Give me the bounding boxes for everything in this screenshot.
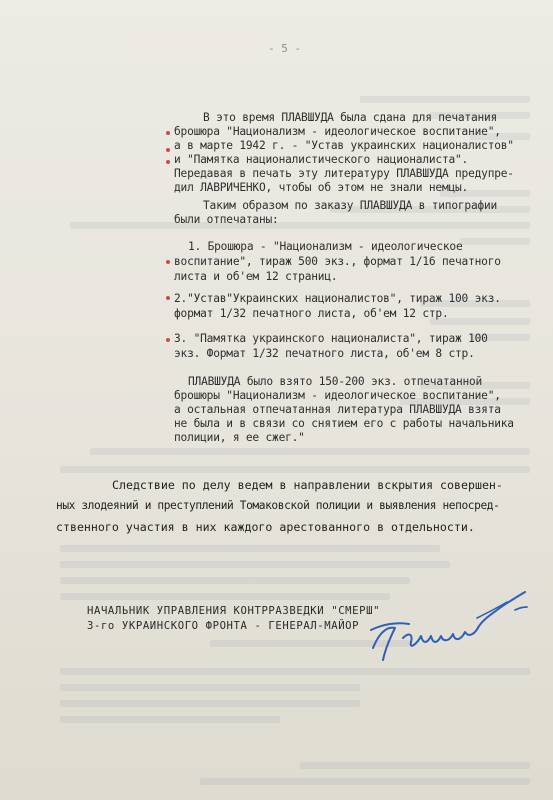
text-line: ственного участия в них каждого арестованного в отдельности. bbox=[56, 520, 475, 534]
page-number: - 5 - bbox=[268, 42, 302, 55]
margin-mark bbox=[166, 148, 170, 152]
text-line: полиции, я ее сжег." bbox=[174, 431, 305, 444]
text-line: брошюры "Национализм - идеологическое воспитание", bbox=[174, 389, 501, 402]
margin-mark bbox=[166, 131, 170, 135]
text-line: были отпечатаны: bbox=[174, 213, 279, 226]
margin-mark bbox=[166, 260, 170, 264]
text-line: не была и в связи со снятием его с работы начальника bbox=[174, 417, 514, 430]
text-line: а в марте 1942 г. - "Устав украинских националистов" bbox=[174, 139, 514, 152]
margin-mark bbox=[166, 160, 170, 164]
signatory-title: 3-го УКРАИНСКОГО ФРОНТА - ГЕНЕРАЛ-МАЙОР bbox=[87, 620, 360, 632]
margin-mark bbox=[166, 338, 170, 342]
margin-mark bbox=[166, 296, 170, 300]
text-line: В это время ПЛАВШУДА была сдана для печатания bbox=[203, 111, 498, 124]
text-line: 2."Устав"Украинских националистов", тираж 100 экз. bbox=[174, 292, 501, 305]
text-line: 3. "Памятка украинского националиста", тираж 100 bbox=[174, 332, 488, 345]
text-line: формат 1/32 печатного листа, об'ем 12 стр. bbox=[174, 307, 449, 320]
text-line: экз. Формат 1/32 печатного листа, об'ем 8 стр. bbox=[174, 347, 475, 360]
text-line: Передавая в печать эту литературу ПЛАВШУДА предупре- bbox=[174, 167, 514, 180]
text-line: ПЛАВШУДА было взято 150-200 экз. отпечатанной bbox=[188, 375, 483, 388]
text-line: а остальная отпечатанная литература ПЛАВШУДА взята bbox=[174, 403, 501, 416]
text-line: и "Памятка националистического националиста". bbox=[174, 153, 469, 166]
handwritten-signature bbox=[365, 578, 535, 673]
text-line: брошюра "Национализм - идеологическое воспитание", bbox=[174, 125, 501, 138]
text-line: воспитание", тираж 500 экз., формат 1/16 печатного bbox=[174, 255, 501, 268]
text-line: дил ЛАВРИЧЕНКО, чтобы об этом не знали немцы. bbox=[174, 181, 469, 194]
text-line: 1. Брошюра - "Национализм - идеологическое bbox=[188, 240, 463, 253]
text-line: Следствие по делу ведем в направлении вскрытия совершен- bbox=[112, 478, 503, 492]
text-line: Таким образом по заказу ПЛАВШУДА в типографии bbox=[203, 199, 498, 212]
signatory-title: НАЧАЛЬНИК УПРАВЛЕНИЯ КОНТРРАЗВЕДКИ "СМЕРШ" bbox=[87, 605, 381, 617]
text-line: листа и об'ем 12 страниц. bbox=[174, 270, 338, 283]
text-line: ных злодеяний и преступлений Томаковской полиции и выявления непосред- bbox=[56, 499, 500, 512]
